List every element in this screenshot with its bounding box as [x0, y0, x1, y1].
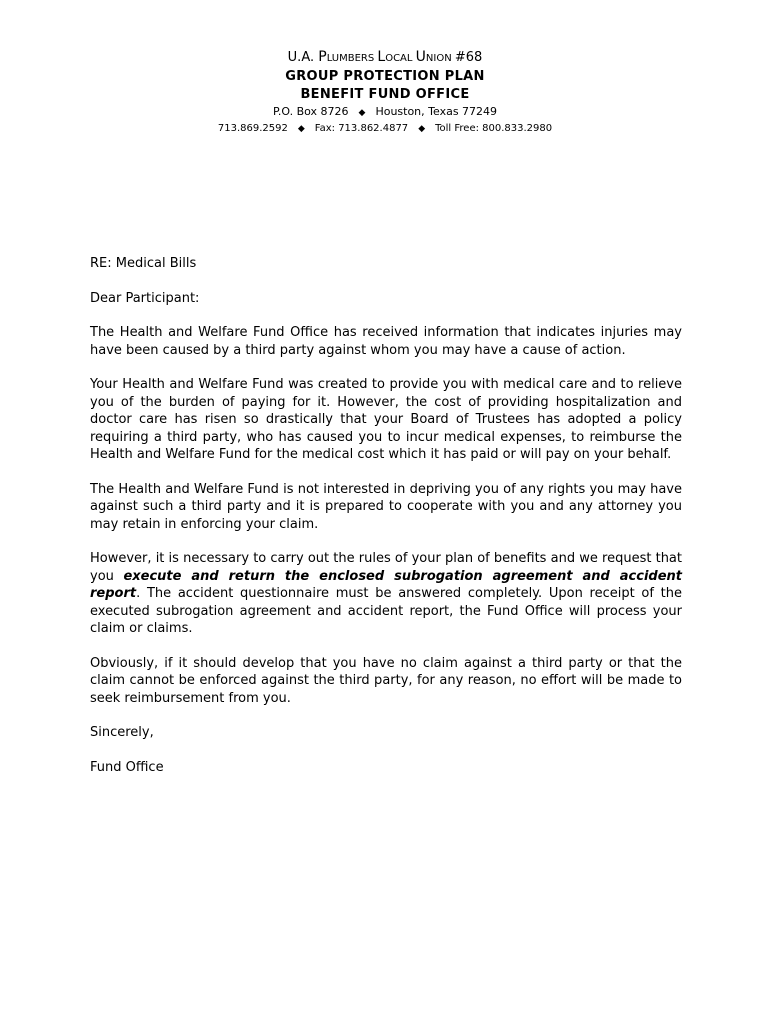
salutation: Dear Participant:: [90, 290, 200, 306]
toll-free-number: Toll Free: 800.833.2980: [435, 123, 553, 134]
contact-numbers: [0, 121, 770, 137]
signature: Fund Office: [90, 759, 164, 775]
closing: Sincerely,: [90, 725, 154, 740]
paragraph-4-emphasis: execute and return the enclosed subrogation agreement and accident report: [90, 568, 682, 601]
letterhead: [0, 48, 770, 137]
paragraph-1: The Health and Welfare Fund Office has received information that indicates injuries may have been caused by a third party against whom you may have a cause of action.: [90, 325, 682, 358]
union-number: #68: [454, 50, 483, 65]
phone-number: 713.869.2592: [217, 123, 288, 134]
subject-line: RE: Medical Bills: [90, 256, 197, 271]
paragraph-2: Your Health and Welfare Fund was created to provide you with medical care and to relieve you of the burden of paying for it. However, the cost of providing hospitalization and doctor care has risen so drastically that your Board of Trustees has adopted a policy requiring a third party, who has caused you to incur medical expenses, to reimburse the Health and Welfare Fund for the medical cost which it has paid or will pay on your behalf.: [90, 377, 682, 462]
city-state-zip: Houston, Texas 77249: [375, 105, 498, 118]
diamond-separator-icon: ◆: [297, 124, 305, 134]
diamond-separator-icon: ◆: [418, 124, 426, 134]
paragraph-4-end: . The accident questionnaire must be answered completely. Upon receipt of the executed subrogation agreement and accident report, the Fund Office will process your claim or claims.: [90, 586, 682, 636]
union-l: L: [377, 49, 386, 65]
union-lumbers: LUMBERS: [326, 53, 378, 64]
fax-number: Fax: 713.862.4877: [314, 123, 409, 134]
union-u: U: [415, 49, 426, 65]
diamond-separator-icon: ◆: [358, 108, 366, 118]
union-ocal: OCAL: [385, 53, 416, 64]
mailing-address: [0, 104, 770, 121]
paragraph-5: Obviously, if it should develop that you have no claim against a third party or that the claim cannot be enforced against the third party, for any reason, no effort will be made to seek reimbursement from you.: [90, 655, 682, 706]
office-title: BENEFIT FUND OFFICE: [300, 87, 470, 102]
paragraph-4: [90, 550, 682, 638]
union-p: P: [318, 49, 327, 65]
union-prefix: U.A.: [287, 50, 319, 65]
po-box: P.O. Box 8726: [272, 105, 349, 118]
paragraph-3: The Health and Welfare Fund is not interested in depriving you of any rights you may have against such a third party and it is prepared to cooperate with you and any attorney you may retain in enforcing your claim.: [90, 481, 682, 532]
union-name: [0, 48, 770, 68]
letter-body: [90, 255, 682, 793]
union-nion: NION: [425, 53, 455, 64]
plan-title: GROUP PROTECTION PLAN: [285, 69, 485, 84]
paragraph-4-start: However, it is necessary to carry out the rules of your plan of benefits and we request that you: [90, 551, 682, 584]
